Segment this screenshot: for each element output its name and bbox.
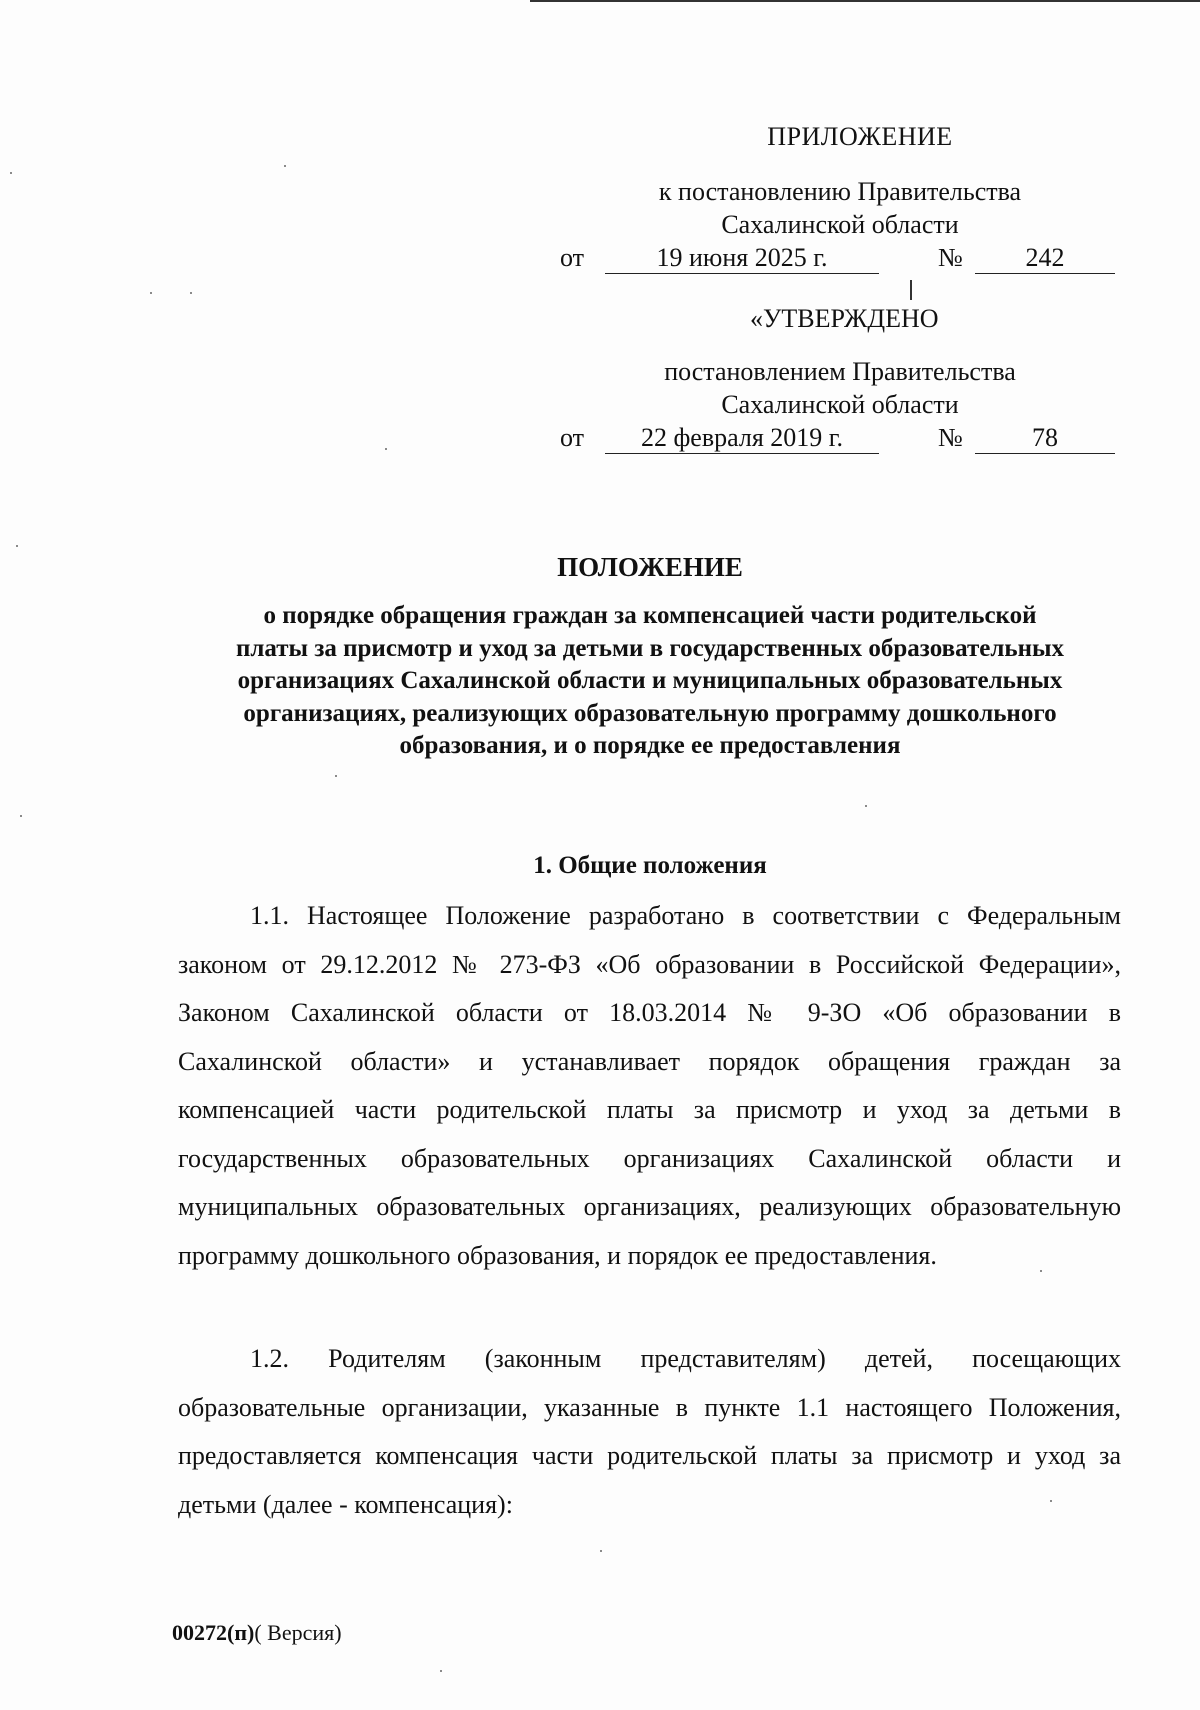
- number-label: №: [938, 243, 963, 272]
- scan-speck: [335, 775, 337, 777]
- paragraph-1-1: 1.1. Настоящее Положение разработано в соответствии с Федеральным законом от 29.12.2012 № 273-ФЗ «Об образовании в Российской Федерации», Законом Сахалинской области от 18.03.2014 № 9-ЗО «Об образовании в Сахалинской области» и устанавливает порядок обращения граждан за компенсацией части родительской платы за присмотр и уход за детьми в государственных образовательных организациях Сахалинской области и муниципальных образовательных организациях, реализующих образовательную программу дошкольного образования, и порядок ее предоставления.: [178, 901, 1121, 1270]
- approval-date: 22 февраля 2019 г.: [605, 421, 879, 454]
- subtitle-line: образования, и о порядке ее предоставления: [399, 732, 901, 759]
- scan-speck: [1040, 1270, 1042, 1272]
- scan-speck: [150, 292, 152, 294]
- scan-speck: [600, 1550, 602, 1552]
- scan-speck: [1050, 1500, 1052, 1502]
- appendix-title: ПРИЛОЖЕНИЕ: [767, 122, 953, 151]
- from-label: от: [560, 423, 585, 452]
- paragraph-1-2: 1.2. Родителям (законным представителям) детей, посещающих образовательные организации, указанные в пункте 1.1 настоящего Положения, предоставляется компенсация части родительской платы за присмотр и уход за детьми (далее - компенсация):: [178, 1344, 1121, 1519]
- footer-document-code: [172, 1620, 342, 1646]
- approval-number: 78: [975, 421, 1115, 454]
- to-decree-line2: Сахалинской области: [721, 210, 959, 239]
- approval-date-row: [560, 421, 1120, 457]
- scan-speck: [16, 545, 18, 547]
- approved-label: «УТВЕРЖДЕНО: [750, 304, 939, 333]
- stray-tick-mark: [910, 280, 912, 300]
- subtitle-line: платы за присмотр и уход за детьми в государственных образовательных: [235, 634, 1064, 662]
- scan-speck: [385, 448, 387, 450]
- document-title: ПОЛОЖЕНИЕ: [557, 552, 743, 582]
- document-subtitle: [170, 600, 1130, 763]
- by-decree-line2: Сахалинской области: [721, 390, 959, 419]
- scan-speck: [20, 815, 22, 817]
- subtitle-line: о порядке обращения граждан за компенсацией части родительской: [263, 602, 1037, 629]
- subtitle-line: организациях, реализующих образовательную программу дошкольного: [243, 699, 1057, 727]
- scan-speck: [284, 165, 286, 167]
- appendix-number: 242: [975, 241, 1115, 274]
- scan-speck: [10, 172, 12, 174]
- document-version: ( Версия): [254, 1620, 342, 1645]
- from-label: от: [560, 243, 585, 272]
- document-code: 00272(п): [172, 1620, 255, 1645]
- approval-block: [560, 355, 1120, 457]
- appendix-date: 19 июня 2025 г.: [605, 241, 879, 274]
- by-decree-line1: постановлением Правительства: [664, 357, 1016, 386]
- scan-top-edge-line: [530, 0, 1200, 2]
- scan-speck: [865, 805, 867, 807]
- to-decree-line1: к постановлению Правительства: [658, 177, 1022, 206]
- appendix-date-row: [560, 241, 1120, 277]
- number-label: №: [938, 423, 963, 452]
- scan-speck: [190, 292, 192, 294]
- section-title: 1. Общие положения: [533, 852, 767, 879]
- scan-speck: [440, 1670, 442, 1672]
- subtitle-line: организациях Сахалинской области и муниципальных образовательных: [237, 667, 1063, 694]
- appendix-header: [560, 120, 1120, 277]
